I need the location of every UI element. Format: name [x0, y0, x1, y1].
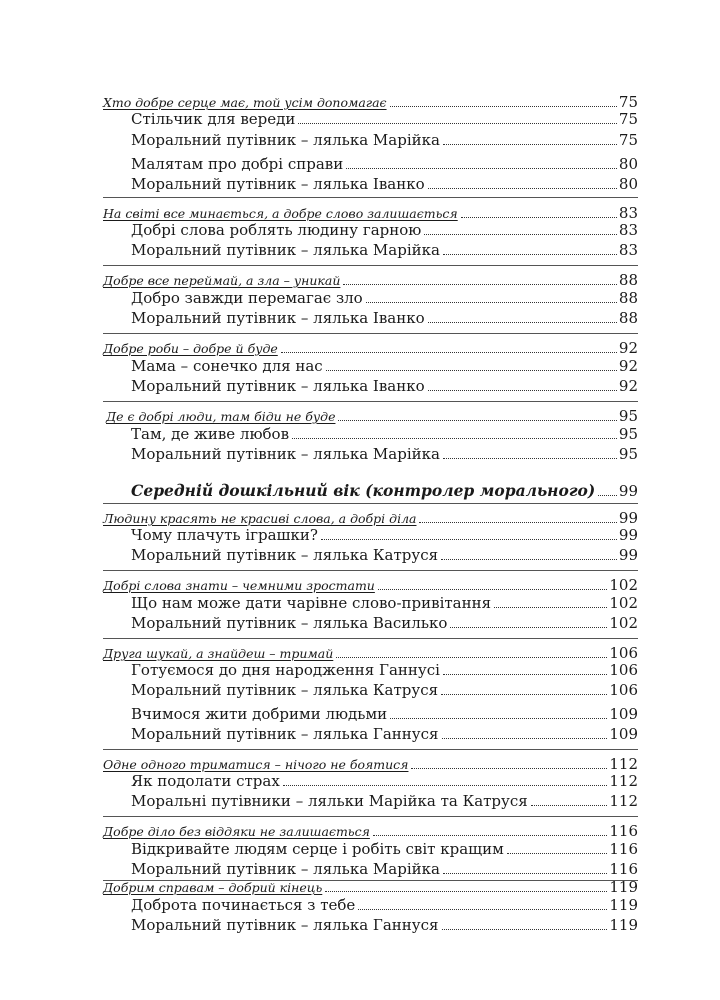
toc-page-number: 75: [618, 110, 638, 128]
toc-entry-row: [0, 289, 720, 311]
toc-entry-title: Мама – сонечко для нас: [131, 357, 323, 375]
toc-entry[interactable]: [131, 546, 638, 564]
toc-page-number: 112: [609, 772, 638, 790]
toc-page-number: 102: [609, 594, 638, 612]
toc-entry[interactable]: [131, 681, 638, 699]
toc-entry[interactable]: [131, 309, 638, 327]
toc-entry-row: [0, 425, 720, 447]
toc-heading-title: На світі все минається, а добре слово залишається: [103, 206, 458, 221]
dot-leader: [338, 420, 616, 421]
toc-page-number: 102: [609, 614, 638, 632]
toc-entry[interactable]: [131, 896, 638, 914]
dot-leader: [358, 909, 607, 910]
toc-entry[interactable]: [131, 772, 638, 790]
toc-page-number: 92: [618, 339, 638, 357]
toc-entry-row: [0, 526, 720, 548]
toc-entry-row: [0, 725, 720, 747]
toc-page-number: 99: [618, 509, 638, 527]
section-divider: [103, 333, 638, 334]
dot-leader: [428, 188, 617, 189]
section-divider: [103, 816, 638, 817]
toc-entry[interactable]: [131, 614, 638, 632]
toc-page-number: 99: [618, 482, 638, 500]
toc-entry[interactable]: [131, 131, 638, 149]
toc-entry-title: Моральний путівник – лялька Марійка: [131, 241, 440, 259]
toc-page-number: 83: [618, 221, 638, 239]
toc-entry-title: Моральний путівник – лялька Марійка: [131, 445, 440, 463]
dot-leader: [373, 835, 607, 836]
toc-entry-row: [0, 705, 720, 727]
toc-entry[interactable]: [131, 725, 638, 743]
toc-entry-row: [0, 241, 720, 263]
dot-leader: [366, 302, 617, 303]
toc-entry-title: Що нам може дати чарівне слово-привітання: [131, 594, 492, 612]
dot-leader: [507, 853, 608, 854]
dot-leader: [424, 234, 617, 235]
toc-page-number: 112: [609, 755, 638, 773]
toc-entry-title: Вчимося жити добрими людьми: [131, 705, 388, 723]
section-divider: [103, 503, 638, 504]
dot-leader: [443, 873, 607, 874]
toc-page-number: 80: [618, 175, 638, 193]
toc-page-number: 99: [618, 526, 638, 544]
toc-entry[interactable]: [131, 241, 638, 259]
toc-heading-title: Хто добре серце має, той усім допомагає: [103, 95, 387, 110]
toc-entry[interactable]: [131, 175, 638, 193]
dot-leader: [441, 694, 607, 695]
toc-entry-title: Моральні путівники – ляльки Марійка та Катруся: [131, 792, 528, 810]
toc-section-row: [0, 481, 720, 503]
toc-page-number: 106: [609, 661, 638, 679]
section-divider: [103, 638, 638, 639]
toc-entry-row: [0, 546, 720, 568]
toc-page-number: 109: [609, 705, 638, 723]
toc-page-number: 119: [609, 896, 638, 914]
toc-entry-title: Моральний путівник – лялька Ганнуся: [131, 725, 439, 743]
toc-entry-title: Моральний путівник – лялька Марійка: [131, 860, 440, 878]
toc-heading-title: Добрим справам – добрий кінець: [103, 880, 323, 895]
section-divider: [103, 570, 638, 571]
toc-entry-row: [0, 357, 720, 379]
toc-entry-title: Добрі слова роблять людину гарною: [131, 221, 422, 239]
toc-entry-title: Моральний путівник – лялька Катруся: [131, 681, 439, 699]
toc-entry[interactable]: [131, 377, 638, 395]
toc-entry-title: Готуємося до дня народження Ганнусі: [131, 661, 440, 679]
toc-page-number: 88: [618, 271, 638, 289]
toc-entry[interactable]: [131, 425, 638, 443]
dot-leader: [598, 495, 617, 496]
dot-leader: [443, 674, 607, 675]
dot-leader: [336, 657, 607, 658]
toc-entry[interactable]: [131, 221, 638, 239]
toc-heading[interactable]: [103, 878, 638, 896]
toc-page-number: 83: [618, 241, 638, 259]
dot-leader: [419, 522, 616, 523]
dot-leader: [443, 254, 617, 255]
toc-entry[interactable]: [131, 357, 638, 375]
toc-heading[interactable]: [103, 576, 638, 594]
toc-page-number: 95: [618, 407, 638, 425]
toc-entry-row: [0, 445, 720, 467]
toc-entry-row: [0, 309, 720, 331]
toc-entry[interactable]: [131, 840, 638, 858]
toc-heading-title: Де є добрі люди, там біди не буде: [106, 409, 336, 424]
toc-heading[interactable]: [103, 93, 638, 111]
toc-heading-title: Добре роби – добре й буде: [103, 341, 278, 356]
toc-heading[interactable]: [103, 509, 638, 527]
dot-leader: [343, 284, 617, 285]
toc-page-number: 106: [609, 644, 638, 662]
section-divider: [103, 401, 638, 402]
toc-section-heading[interactable]: [131, 481, 638, 500]
toc-heading[interactable]: [103, 644, 638, 662]
toc-heading-title: Добрі слова знати – чемними зростати: [103, 578, 375, 593]
toc-entry-title: Моральний путівник – лялька Марійка: [131, 131, 440, 149]
toc-entry-title: Моральний путівник – лялька Василько: [131, 614, 448, 632]
toc-entry-row: [0, 131, 720, 153]
toc-entry[interactable]: [131, 792, 638, 810]
toc-page-number: 102: [609, 576, 638, 594]
dot-leader: [346, 168, 617, 169]
dot-leader: [325, 891, 607, 892]
toc-page-number: 92: [618, 357, 638, 375]
toc-heading[interactable]: [103, 339, 638, 357]
toc-page-number: 88: [618, 289, 638, 307]
dot-leader: [321, 539, 617, 540]
section-divider: [103, 265, 638, 266]
dot-leader: [281, 352, 617, 353]
toc-page-number: 112: [609, 792, 638, 810]
dot-leader: [298, 123, 617, 124]
toc-entry-title: Чому плачуть іграшки?: [131, 526, 318, 544]
toc-section-title: Середній дошкільний вік (контролер морального): [131, 481, 596, 500]
dot-leader: [411, 768, 607, 769]
toc-heading[interactable]: [106, 407, 638, 425]
toc-entry-title: Стільчик для вереди: [131, 110, 296, 128]
dot-leader: [442, 738, 608, 739]
dot-leader: [378, 589, 608, 590]
dot-leader: [428, 390, 617, 391]
dot-leader: [283, 785, 608, 786]
dot-leader: [531, 805, 608, 806]
toc-page-number: 119: [609, 878, 638, 896]
toc-heading[interactable]: [103, 755, 638, 773]
toc-entry-title: Моральний путівник – лялька Іванко: [131, 309, 425, 327]
toc-entry-row: [0, 840, 720, 862]
toc-heading-title: Одне одного триматися – нічого не боятися: [103, 757, 409, 772]
toc-entry-row: [0, 377, 720, 399]
toc-page-number: 116: [609, 840, 638, 858]
toc-entry[interactable]: [131, 155, 638, 173]
toc-page-number: 116: [609, 860, 638, 878]
dot-leader: [428, 322, 617, 323]
dot-leader: [292, 438, 617, 439]
toc-page-number: 75: [618, 93, 638, 111]
toc-entry-row: [0, 110, 720, 132]
toc-entry[interactable]: [131, 110, 638, 128]
toc-entry-row: [0, 614, 720, 636]
toc-entry[interactable]: [131, 445, 638, 463]
toc-entry-title: Моральний путівник – лялька Іванко: [131, 175, 425, 193]
toc-page-number: 119: [609, 916, 638, 934]
toc-entry[interactable]: [131, 661, 638, 679]
dot-leader: [326, 370, 617, 371]
toc-entry-row: [0, 772, 720, 794]
dot-leader: [450, 627, 607, 628]
toc-page-number: 109: [609, 725, 638, 743]
toc-heading-title: Добре діло без віддяки не залишається: [103, 824, 370, 839]
dot-leader: [494, 607, 607, 608]
toc-entry-title: Моральний путівник – лялька Іванко: [131, 377, 425, 395]
dot-leader: [390, 718, 607, 719]
toc-page-number: 95: [618, 445, 638, 463]
toc-entry-row: [0, 221, 720, 243]
toc-entry-title: Відкривайте людям серце і робіть світ кращим: [131, 840, 504, 858]
toc-page-number: 92: [618, 377, 638, 395]
toc-heading[interactable]: [103, 271, 638, 289]
toc-page-number: 83: [618, 204, 638, 222]
toc-entry-row: [0, 916, 720, 938]
dot-leader: [390, 106, 617, 107]
toc-heading[interactable]: [103, 822, 638, 840]
toc-heading-title: Друга шукай, а знайдеш – тримай: [103, 646, 334, 661]
toc-page-number: 116: [609, 822, 638, 840]
toc-entry-row: [0, 155, 720, 177]
toc-entry-row: [0, 792, 720, 814]
dot-leader: [443, 458, 617, 459]
toc-heading[interactable]: [103, 204, 638, 222]
toc-entry-row: [0, 594, 720, 616]
toc-entry[interactable]: [131, 526, 638, 544]
dot-leader: [443, 144, 617, 145]
toc-entry[interactable]: [131, 594, 638, 612]
dot-leader: [461, 217, 617, 218]
section-divider: [103, 197, 638, 198]
toc-entry-title: Моральний путівник – лялька Ганнуся: [131, 916, 439, 934]
toc-page-number: 106: [609, 681, 638, 699]
toc-entry[interactable]: [131, 916, 638, 934]
toc-entry[interactable]: [131, 705, 638, 723]
section-divider: [103, 749, 638, 750]
toc-entry-row: [0, 175, 720, 197]
toc-entry-title: Добро завжди перемагає зло: [131, 289, 363, 307]
toc-page-number: 88: [618, 309, 638, 327]
toc-page-number: 95: [618, 425, 638, 443]
toc-heading-title: Добре все переймай, а зла – уникай: [103, 273, 341, 288]
toc-entry-title: Малятам про добрі справи: [131, 155, 344, 173]
dot-leader: [442, 929, 608, 930]
toc-page-number: 80: [618, 155, 638, 173]
toc-entry[interactable]: [131, 860, 638, 878]
toc-heading-title: Людину красять не красиві слова, а добрі діла: [103, 511, 417, 526]
toc-entry-row: [0, 896, 720, 918]
toc-entry-title: Як подолати страх: [131, 772, 280, 790]
toc-page-number: 75: [618, 131, 638, 149]
toc-entry[interactable]: [131, 289, 638, 307]
toc-entry-row: [0, 661, 720, 683]
toc-page-number: 99: [618, 546, 638, 564]
toc-entry-row: [0, 681, 720, 703]
toc-entry-title: Доброта починається з тебе: [131, 896, 356, 914]
toc-entry-title: Там, де живе любов: [131, 425, 290, 443]
dot-leader: [441, 559, 617, 560]
toc-entry-title: Моральний путівник – лялька Катруся: [131, 546, 439, 564]
